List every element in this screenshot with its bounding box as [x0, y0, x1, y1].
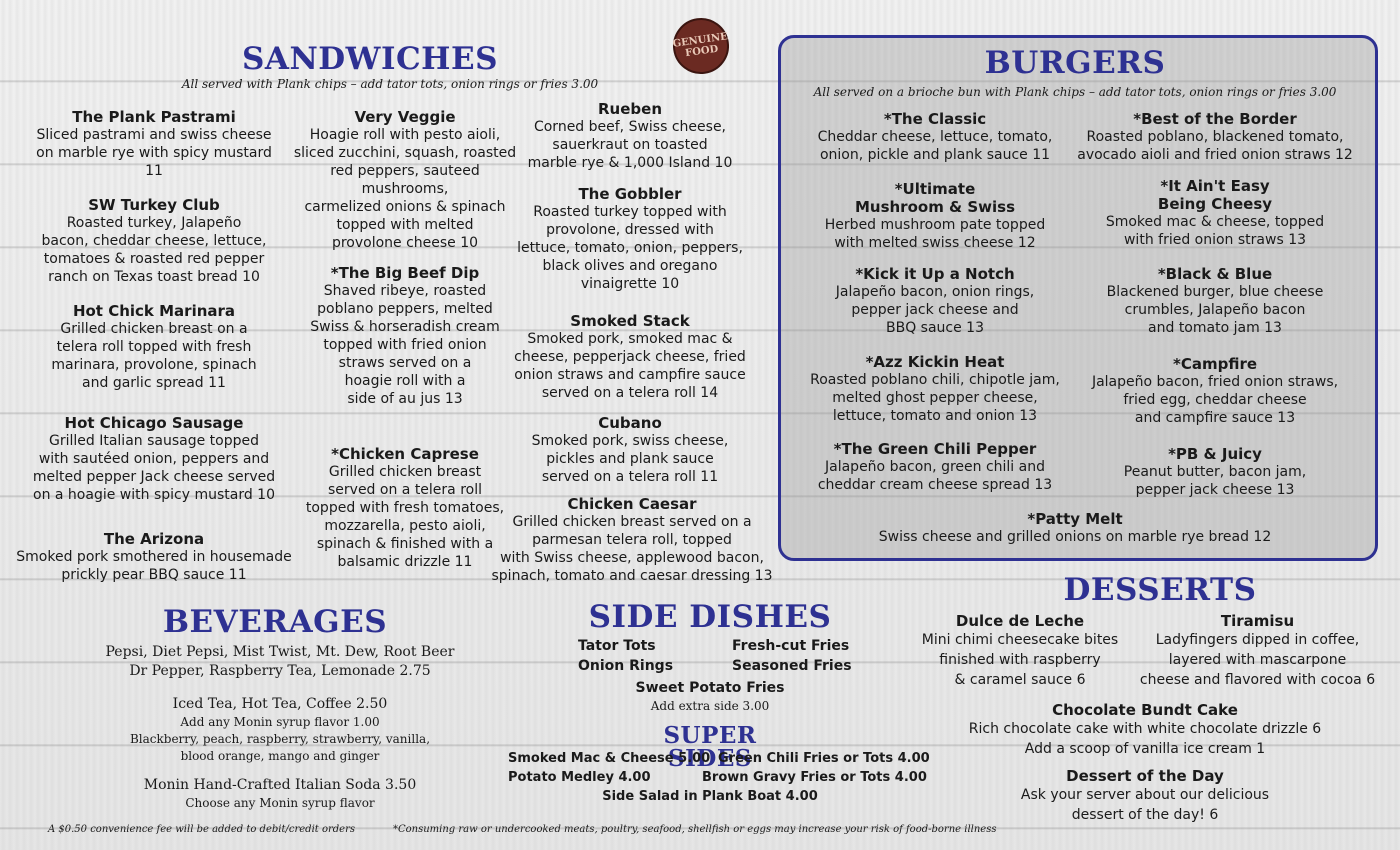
beverages-monin3: blood orange, mango and ginger [180, 749, 380, 763]
burger-item [790, 440, 1080, 494]
item-desc: Rich chocolate cake with white chocolate drizzle 6 Add a scoop of vanilla ice cream 1 [968, 721, 1322, 757]
item-name: Rueben [598, 100, 662, 118]
item-desc: Peanut butter, bacon jam, pepper jack cheese 13 [1123, 464, 1307, 498]
item-desc: Ask your server about our delicious dessert of the day! 6 [1020, 787, 1270, 823]
item-desc: Roasted turkey topped with provolone, dressed with lettuce, tomato, onion, peppers, black olives and oregano vinaigrette 10 [517, 204, 743, 292]
item-name: Hot Chick Marinara [72, 302, 236, 320]
item-name: *Patty Melt [1027, 510, 1123, 528]
item-name: Dulce de Leche [955, 612, 1085, 630]
item-name: SW Turkey Club [88, 196, 220, 214]
item-name: *Ultimate Mushroom & Swiss [854, 180, 1016, 216]
sandwich-item [490, 100, 770, 172]
side-item: Onion Rings [578, 658, 674, 674]
side-dishes-title: SIDE DISHES [588, 599, 832, 635]
super-side-item: Side Salad in Plank Boat 4.00 [602, 789, 818, 804]
super-sides-title: SUPER SIDES [663, 722, 757, 772]
item-desc: Roasted poblano, blackened tomato, avocado aioli and fried onion straws 12 [1077, 129, 1353, 163]
item-desc: Sliced pastrami and swiss cheese on marble rye with spicy mustard 11 [36, 127, 272, 179]
item-desc: Smoked pork, swiss cheese, pickles and plank sauce served on a telera roll 11 [531, 433, 729, 485]
fee-note: A $0.50 convenience fee will be added to debit/credit orders [48, 824, 355, 835]
item-name: *The Big Beef Dip [330, 264, 480, 282]
desserts-title: DESSERTS [1063, 572, 1257, 608]
beverages-title: BEVERAGES [162, 604, 388, 640]
sandwiches-subtitle: All served with Plank chips – add tator tots, onion rings or fries 3.00 [181, 77, 599, 91]
item-desc: Smoked pork smothered in housemade prickly pear BBQ sauce 11 [16, 549, 292, 583]
dessert-item [1130, 612, 1385, 690]
sandwich-item [500, 414, 760, 486]
item-name: *PB & Juicy [1168, 445, 1262, 463]
sandwich-item [290, 445, 520, 571]
seal-text: GENUINE FOOD [672, 31, 729, 60]
item-name: Smoked Stack [570, 312, 690, 330]
super-side-item: Green Chili Fries or Tots 4.00 [718, 751, 930, 766]
item-name: *The Green Chili Pepper [833, 440, 1037, 458]
item-desc: Smoked mac & cheese, topped with fried onion straws 13 [1105, 214, 1325, 248]
health-warning: *Consuming raw or undercooked meats, poultry, seafood, shellfish or eggs may increase your risk of food-borne illness [393, 824, 997, 835]
beverages-line2: Dr Pepper, Raspberry Tea, Lemonade 2.75 [129, 663, 431, 679]
item-desc: Jalapeño bacon, green chili and cheddar cream cheese spread 13 [817, 459, 1053, 493]
item-desc: Grilled chicken breast served on a telera roll topped with fresh tomatoes, mozzarella, pesto aioli, spinach & finished with a balsamic drizzle 11 [305, 464, 505, 570]
side-item: Tator Tots [578, 638, 656, 654]
item-name: *Azz Kickin Heat [865, 353, 1005, 371]
item-name: Very Veggie [354, 108, 456, 126]
side-item: Fresh-cut Fries [732, 638, 850, 654]
burger-item [1070, 445, 1360, 499]
item-desc: Swiss cheese and grilled onions on marble rye bread 12 [878, 529, 1272, 545]
dessert-item [980, 767, 1310, 825]
item-name: The Plank Pastrami [72, 108, 236, 126]
item-desc: Hoagie roll with pesto aioli, sliced zucchini, squash, roasted red peppers, sauteed mushrooms, carmelized onions & spinach topped with melted provolone cheese 10 [293, 127, 517, 251]
sandwich-item [8, 196, 300, 286]
item-desc: Roasted poblano chili, chipotle jam, melted ghost pepper cheese, lettuce, tomato and onion 13 [810, 372, 1060, 424]
burgers-subtitle: All served on a brioche bun with Plank chips – add tator tots, onion rings or fries 3.00 [813, 85, 1337, 99]
dessert-item [905, 612, 1135, 690]
sandwich-item [488, 495, 776, 585]
item-desc: Blackened burger, blue cheese crumbles, Jalapeño bacon and tomato jam 13 [1106, 284, 1324, 336]
item-name: *Campfire [1172, 355, 1258, 373]
item-desc: Mini chimi cheesecake bites finished with raspberry & caramel sauce 6 [921, 632, 1119, 688]
item-desc: Roasted turkey, Jalapeño bacon, cheddar cheese, lettuce, tomatoes & roasted red pepper ranch on Texas toast bread 10 [41, 215, 267, 285]
item-desc: Smoked pork, smoked mac & cheese, pepperjack cheese, fried onion straws and campfire sauce served on a telera roll 14 [514, 331, 746, 401]
item-name: Cubano [598, 414, 662, 432]
item-name: Hot Chicago Sausage [64, 414, 244, 432]
sandwich-item [8, 108, 300, 180]
item-desc: Grilled chicken breast served on a parmesan telera roll, topped with Swiss cheese, applewood bacon, spinach, tomato and caesar dressing 13 [491, 514, 773, 584]
sandwich-item [8, 414, 300, 504]
burgers-title: BURGERS [984, 45, 1166, 81]
sandwiches-title: SANDWICHES [242, 41, 498, 77]
sandwich-item [500, 312, 760, 402]
sandwich-item [290, 264, 520, 408]
super-side-item: Potato Medley 4.00 [508, 770, 651, 785]
item-name: *It Ain't Easy Being Cheesy [1157, 177, 1273, 213]
burger-item [790, 180, 1080, 252]
item-desc: Shaved ribeye, roasted poblano peppers, melted Swiss & horseradish cream topped with fried onion straws served on a hoagie roll with a side of au jus 13 [310, 283, 500, 407]
item-name: The Arizona [103, 530, 205, 548]
item-desc: Jalapeño bacon, fried onion straws, fried egg, cheddar cheese and campfire sauce 13 [1091, 374, 1339, 426]
beverages-monin1: Add any Monin syrup flavor 1.00 [180, 715, 380, 729]
item-name: *Best of the Border [1133, 110, 1297, 128]
beverages-soda: Monin Hand-Crafted Italian Soda 3.50 [143, 777, 417, 793]
beverages-soda-sub: Choose any Monin syrup flavor [185, 796, 375, 810]
item-name: Dessert of the Day [1066, 767, 1224, 785]
item-desc: Grilled chicken breast on a telera roll topped with fresh marinara, provolone, spinach and garlic spread 11 [51, 321, 257, 391]
burger-item [1070, 265, 1360, 337]
side-item: Sweet Potato Fries [635, 680, 785, 696]
genuine-food-seal [669, 14, 732, 77]
super-side-item: Smoked Mac & Cheese 5.00 [508, 751, 711, 766]
item-name: *The Classic [883, 110, 987, 128]
side-item: Seasoned Fries [732, 658, 852, 674]
item-name: Tiramisu [1220, 612, 1295, 630]
item-desc: Herbed mushroom pate topped with melted swiss cheese 12 [824, 217, 1046, 251]
item-name: The Gobbler [578, 185, 682, 203]
item-desc: Ladyfingers dipped in coffee, layered with mascarpone cheese and flavored with cocoa 6 [1139, 632, 1376, 688]
item-desc: Grilled Italian sausage topped with sautéed onion, peppers and melted pepper Jack cheese served on a hoagie with spicy mustard 10 [32, 433, 276, 503]
item-desc: Corned beef, Swiss cheese, sauerkraut on toasted marble rye & 1,000 Island 10 [527, 119, 733, 171]
burger-item [790, 265, 1080, 337]
beverages-line1: Pepsi, Diet Pepsi, Mist Twist, Mt. Dew, Root Beer [105, 644, 455, 660]
item-desc: Cheddar cheese, lettuce, tomato, onion, pickle and plank sauce 11 [817, 129, 1053, 163]
burger-item [790, 110, 1080, 164]
burger-item [790, 353, 1080, 425]
item-desc: Jalapeño bacon, onion rings, pepper jack cheese and BBQ sauce 13 [835, 284, 1035, 336]
sandwich-item [290, 108, 520, 252]
side-extra: Add extra side 3.00 [650, 699, 770, 713]
sandwich-item [500, 185, 760, 293]
item-name: Chicken Caesar [567, 495, 697, 513]
sandwich-item [8, 302, 300, 392]
item-name: *Chicken Caprese [331, 445, 479, 463]
item-name: *Black & Blue [1157, 265, 1273, 283]
item-name: Chocolate Bundt Cake [1052, 701, 1238, 719]
dessert-item [940, 701, 1350, 759]
beverages-monin2: Blackberry, peach, raspberry, strawberry, vanilla, [129, 732, 431, 746]
sandwich-item [8, 530, 300, 584]
super-side-item: Brown Gravy Fries or Tots 4.00 [702, 770, 927, 785]
burger-item [800, 510, 1350, 546]
item-name: *Kick it Up a Notch [855, 265, 1015, 283]
burger-item [1070, 355, 1360, 427]
burger-item [1070, 110, 1360, 164]
beverages-tea: Iced Tea, Hot Tea, Coffee 2.50 [172, 696, 388, 712]
burger-item [1070, 177, 1360, 249]
